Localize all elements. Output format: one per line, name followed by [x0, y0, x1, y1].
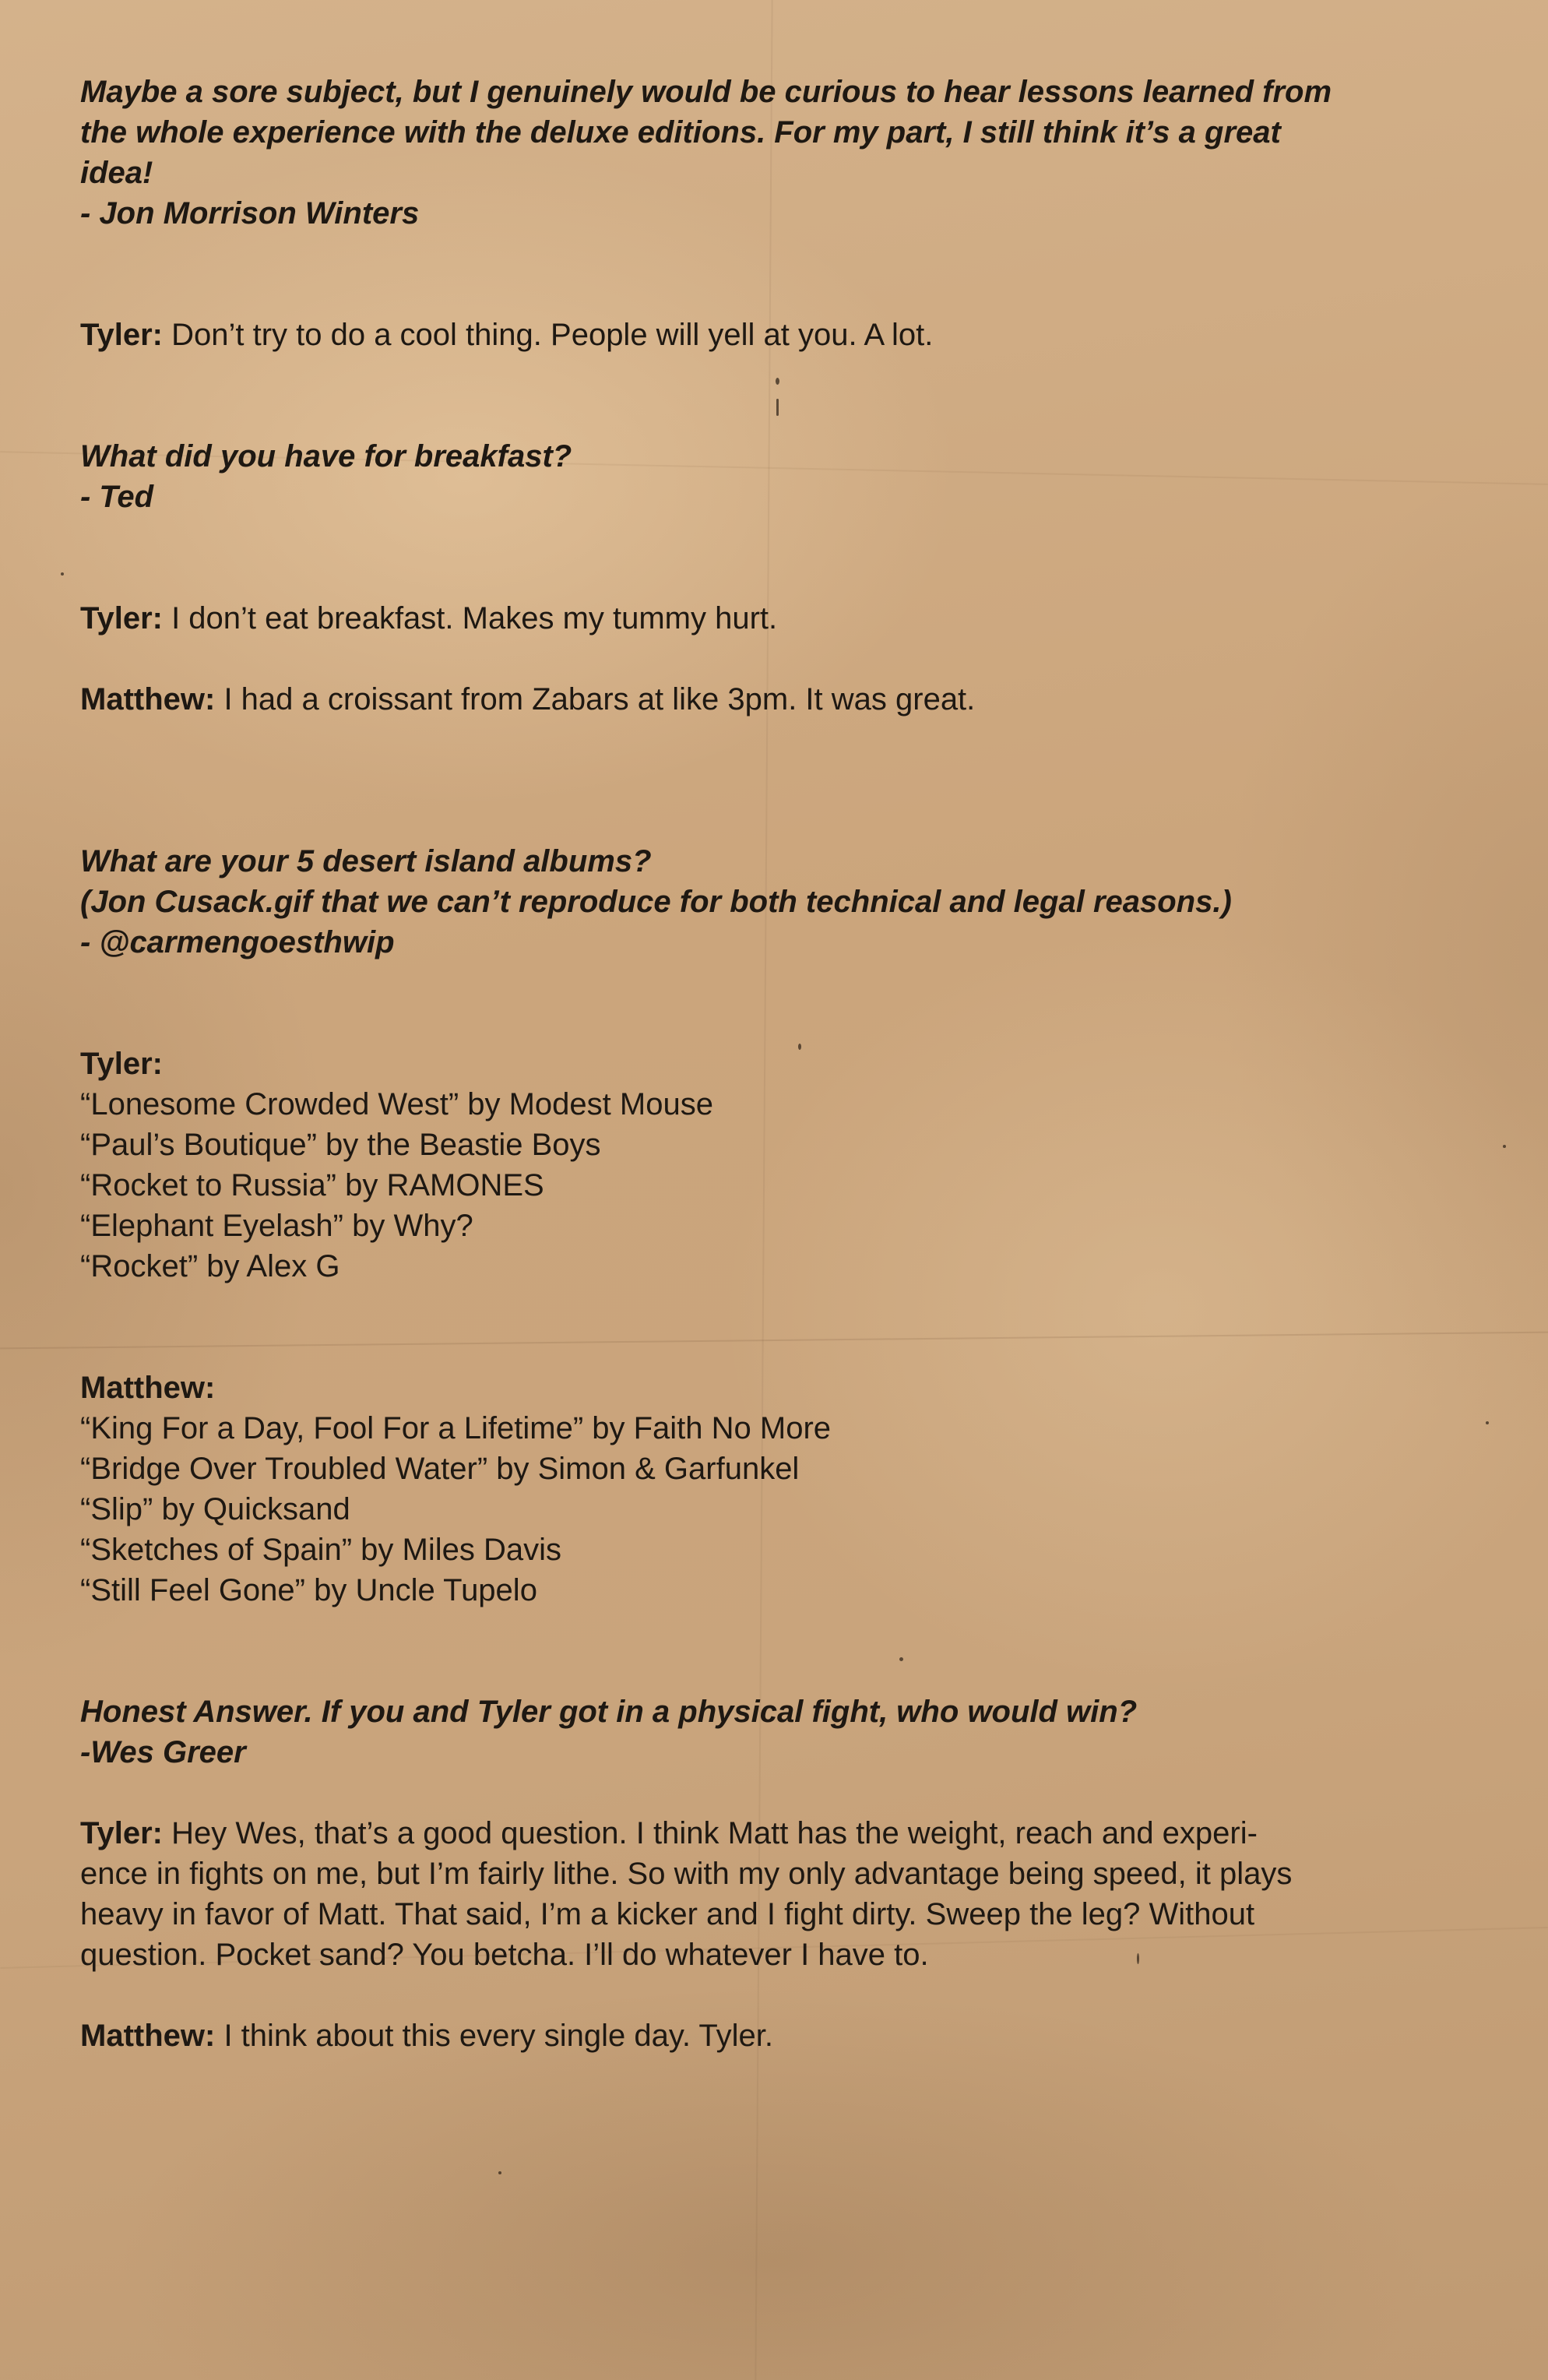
paper-speck — [61, 572, 64, 576]
speaker-label: Tyler: — [80, 1047, 163, 1081]
answer-text: I don’t eat breakfast. Makes my tummy hurt. — [162, 601, 778, 635]
paper-speck — [498, 2171, 501, 2174]
album-list — [80, 1044, 1474, 1287]
answer-text: Hey Wes, that’s a good question. I think Matt has the weight, reach and experi- — [162, 1816, 1258, 1850]
answer-text: I think about this every single day. Tyler. — [215, 2019, 774, 2053]
question-line: What are your 5 desert island albums? — [80, 844, 652, 878]
list-item: “Still Feel Gone” by Uncle Tupelo — [80, 1573, 537, 1607]
answer-block — [80, 679, 1474, 720]
question-line: Maybe a sore subject, but I genuinely would be curious to hear lessons learned from — [80, 75, 1332, 109]
question-line: the whole experience with the deluxe editions. For my part, I still think it’s a great — [80, 115, 1281, 150]
answer-text: heavy in favor of Matt. That said, I’m a kicker and I fight dirty. Sweep the leg? Without — [80, 1897, 1255, 1931]
answer-block — [80, 1813, 1474, 1975]
paper-speck — [1486, 1421, 1489, 1424]
answer-text: question. Pocket sand? You betcha. I’ll do whatever I have to. — [80, 1938, 929, 1972]
list-item: “Slip” by Quicksand — [80, 1492, 350, 1526]
speaker-label: Tyler: — [80, 601, 163, 635]
answer-block — [80, 2016, 1474, 2056]
album-list — [80, 1368, 1474, 1611]
list-item: “Sketches of Spain” by Miles Davis — [80, 1533, 562, 1567]
interview-text — [80, 72, 1474, 2056]
asker-name: -Wes Greer — [80, 1735, 246, 1769]
list-item: “Rocket to Russia” by RAMONES — [80, 1168, 544, 1202]
answer-text: I had a croissant from Zabars at like 3pm. It was great. — [215, 682, 976, 716]
answer-block — [80, 598, 1474, 639]
speaker-label: Matthew: — [80, 1371, 216, 1405]
speaker-label: Matthew: — [80, 682, 216, 716]
question-line: Honest Answer. If you and Tyler got in a physical fight, who would win? — [80, 1695, 1138, 1729]
list-item: “Lonesome Crowded West” by Modest Mouse — [80, 1087, 713, 1121]
question-block — [80, 436, 1474, 517]
answer-text: Don’t try to do a cool thing. People will yell at you. A lot. — [162, 318, 934, 352]
list-item: “Rocket” by Alex G — [80, 1249, 340, 1283]
paper-speck — [1503, 1145, 1506, 1148]
asker-name: - Ted — [80, 480, 154, 514]
asker-name: - @carmengoesthwip — [80, 925, 395, 959]
question-line: What did you have for breakfast? — [80, 439, 572, 474]
speaker-label: Matthew: — [80, 2019, 216, 2053]
question-line: idea! — [80, 156, 153, 190]
answer-text: ence in fights on me, but I’m fairly lithe. So with my only advantage being speed, it plays — [80, 1857, 1293, 1891]
list-item: “Bridge Over Troubled Water” by Simon & Garfunkel — [80, 1452, 800, 1486]
list-item: “King For a Day, Fool For a Lifetime” by Faith No More — [80, 1411, 832, 1445]
list-item: “Paul’s Boutique” by the Beastie Boys — [80, 1128, 601, 1162]
speaker-label: Tyler: — [80, 318, 163, 352]
question-line: (Jon Cusack.gif that we can’t reproduce for both technical and legal reasons.) — [80, 885, 1232, 919]
question-block — [80, 841, 1474, 963]
question-block — [80, 1692, 1474, 1773]
speaker-label: Tyler: — [80, 1816, 163, 1850]
answer-block — [80, 315, 1474, 355]
list-item: “Elephant Eyelash” by Why? — [80, 1209, 473, 1243]
asker-name: - Jon Morrison Winters — [80, 196, 420, 231]
question-block — [80, 72, 1474, 234]
